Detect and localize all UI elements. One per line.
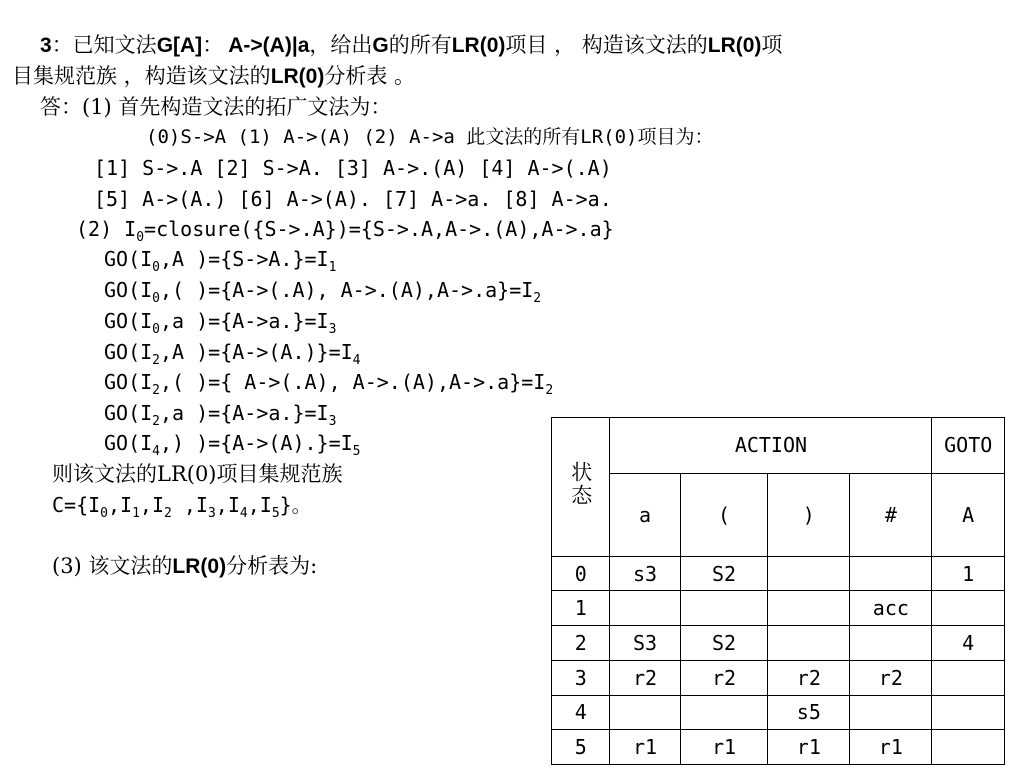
go-line: $GO(I_4,)$ )$=\{A->(A).\}=I_5$ [104,431,361,459]
state-cell: 1 [552,591,610,626]
go-line: $GO(I_2,a$ )$=\{A->a.\}=I_3$ [104,401,337,429]
table-cell: r2 [850,660,932,695]
question-number: 3 [40,34,52,57]
table-cell [610,591,680,626]
table-cell [850,626,932,661]
table-cell: r1 [610,730,680,765]
column-header: # [850,473,932,556]
table-cell [610,695,680,730]
column-header: A [932,473,1005,556]
table-cell: s5 [768,695,850,730]
grammar-rule: A->(A)|a [223,34,310,57]
question-line-1: 3：已知文法G[A]： A->(A)|a，给出G的所有LR(0)项目 ， 构造该文法的LR(0)项 [40,33,783,57]
column-header: a [610,473,680,556]
question-line-2: 目集规范族 ，构造该文法的LR(0)分析表 。 [12,64,416,88]
state-header: 状态 [568,461,593,508]
table-cell: r2 [680,660,768,695]
table-cell [932,660,1005,695]
table-cell: s3 [610,556,680,591]
state-cell: 2 [552,626,610,661]
state-cell: 4 [552,695,610,730]
answer-intro: 答：(1) 首先构造文法的拓广文法为： [40,95,392,119]
table-cell: S2 [680,556,768,591]
lr0-items-row-2: [5] A->(A.) [6] A->(A). [7] A->a. [8] A->a. [94,187,612,211]
go-line: $GO(I_2$,( )={ A->(.A), $A->.(A),A->.a\}=I_2$ [104,370,554,398]
table-cell [680,695,768,730]
go-line: $GO(I_0,a$ )$=\{A->a.\}=I_3$ [104,309,337,337]
table-cell: r1 [768,730,850,765]
table-column-row [552,473,1005,556]
table-row [552,556,1005,591]
table-cell [932,591,1005,626]
lr0-analysis-table [551,417,1005,765]
table-row [552,730,1005,765]
table-header-row [552,418,1005,474]
go-line: $GO(I_0$,( )={A->(.A), $A->.(A),A->.a\}=I_2$ [104,278,542,306]
table-row [552,695,1005,730]
state-cell: 5 [552,730,610,765]
column-header: ( [680,473,768,556]
table-cell [932,695,1005,730]
go-line: $GO(I_0,A$ )$=\{S->A.\}=I_1$ [104,247,337,275]
column-header: ) [768,473,850,556]
table-cell: r2 [768,660,850,695]
table-row [552,591,1005,626]
table-cell [680,591,768,626]
goto-header: GOTO [932,418,1005,474]
closure-i0: (2) $I_0=closure(\{S->.A\})=\{S->.A,A->.(A),A->.a\}$ [76,217,614,245]
table-cell [850,695,932,730]
state-header-cell [552,418,610,557]
table-cell [850,556,932,591]
go-line: $GO(I_2,A$ )$=\{A->(A.)\}=I_4$ [104,340,361,368]
table-cell: S3 [610,626,680,661]
state-cell: 0 [552,556,610,591]
table-cell: r1 [680,730,768,765]
table-row [552,626,1005,661]
table-cell [768,626,850,661]
table-body [552,556,1005,764]
table-cell [932,730,1005,765]
table-cell: 1 [932,556,1005,591]
table-cell: r2 [610,660,680,695]
table-caption: (3) 该文法的LR(0)分析表为: [52,554,318,578]
lr0-items-row-1: [1] S->.A [2] S->A. [3] A->.(A) [4] A->(.A) [94,156,612,180]
table-cell: 4 [932,626,1005,661]
canonical-family-label: 则该文法的LR(0)项目集规范族 [52,462,343,486]
table-row [552,660,1005,695]
canonical-family: $C=\{I_0,I_1,I_2$ $,I_3,I_4,I_5$}。 [52,493,312,521]
augmented-grammar: (0)S->A (1) A->(A) (2) A->a 此文法的所有LR(0)项目为： [146,126,714,148]
table-cell [768,591,850,626]
table-cell: r1 [850,730,932,765]
table-cell: S2 [680,626,768,661]
action-header: ACTION [610,418,932,474]
table-cell [768,556,850,591]
table-cell: acc [850,591,932,626]
state-cell: 3 [552,660,610,695]
